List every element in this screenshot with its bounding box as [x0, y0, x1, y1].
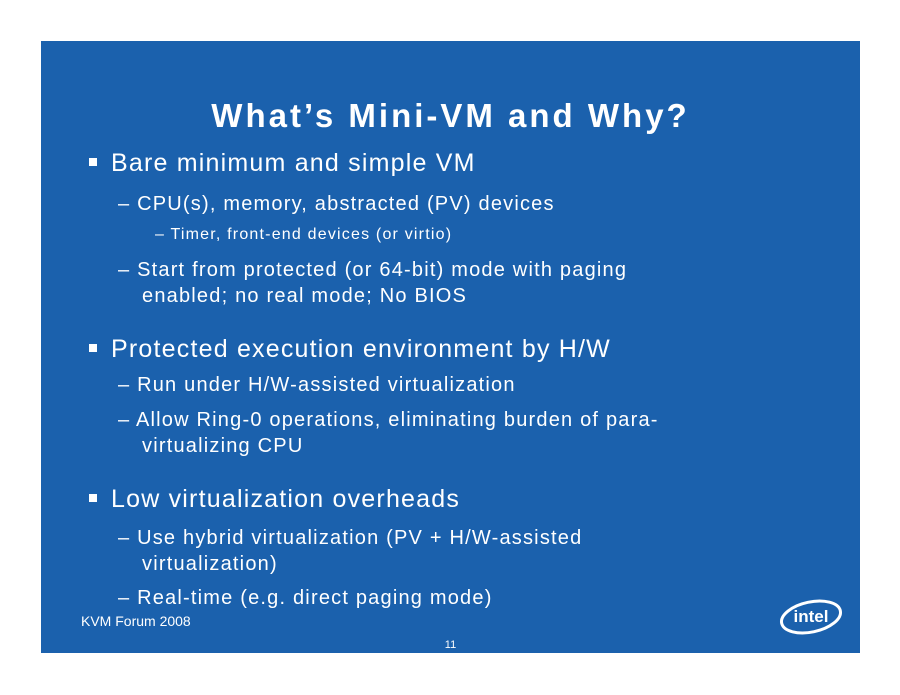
bullet-1-text: Bare minimum and simple VM	[111, 149, 476, 177]
sub-bullet-1-1: – CPU(s), memory, abstracted (PV) devices	[118, 193, 555, 215]
sub-bullet-3-2: – Real-time (e.g. direct paging mode)	[118, 587, 493, 609]
sub-bullet-3-1: – Use hybrid virtualization (PV + H/W-assisted	[118, 527, 583, 549]
sub-sub-bullet-1-1-1: – Timer, front-end devices (or virtio)	[155, 226, 453, 243]
bullet-3	[111, 485, 460, 514]
page-number: 11	[444, 639, 457, 651]
intel-logo-icon	[778, 597, 844, 637]
intel-logo-text: intel	[793, 607, 829, 626]
sub-bullet-1-2: – Start from protected (or 64-bit) mode with paging	[118, 259, 628, 281]
sub-bullet-3-1-cont: virtualization)	[142, 553, 278, 575]
bullet-1	[111, 149, 476, 178]
bullet-2	[111, 335, 611, 364]
sub-bullet-2-1: – Run under H/W-assisted virtualization	[118, 374, 516, 396]
sub-bullet-2-2: – Allow Ring-0 operations, eliminating burden of para-	[118, 409, 659, 431]
square-bullet-icon	[89, 158, 97, 166]
slide-title: What’s Mini-VM and Why?	[211, 97, 690, 134]
bullet-3-text: Low virtualization overheads	[111, 485, 461, 513]
slide	[41, 41, 860, 653]
sub-bullet-1-2-cont: enabled; no real mode; No BIOS	[142, 285, 468, 307]
sub-bullet-2-2-cont: virtualizing CPU	[142, 435, 304, 457]
square-bullet-icon	[89, 344, 97, 352]
footer-text: KVM Forum 2008	[81, 613, 191, 629]
square-bullet-icon	[89, 494, 97, 502]
bullet-2-text: Protected execution environment by H/W	[111, 335, 611, 363]
